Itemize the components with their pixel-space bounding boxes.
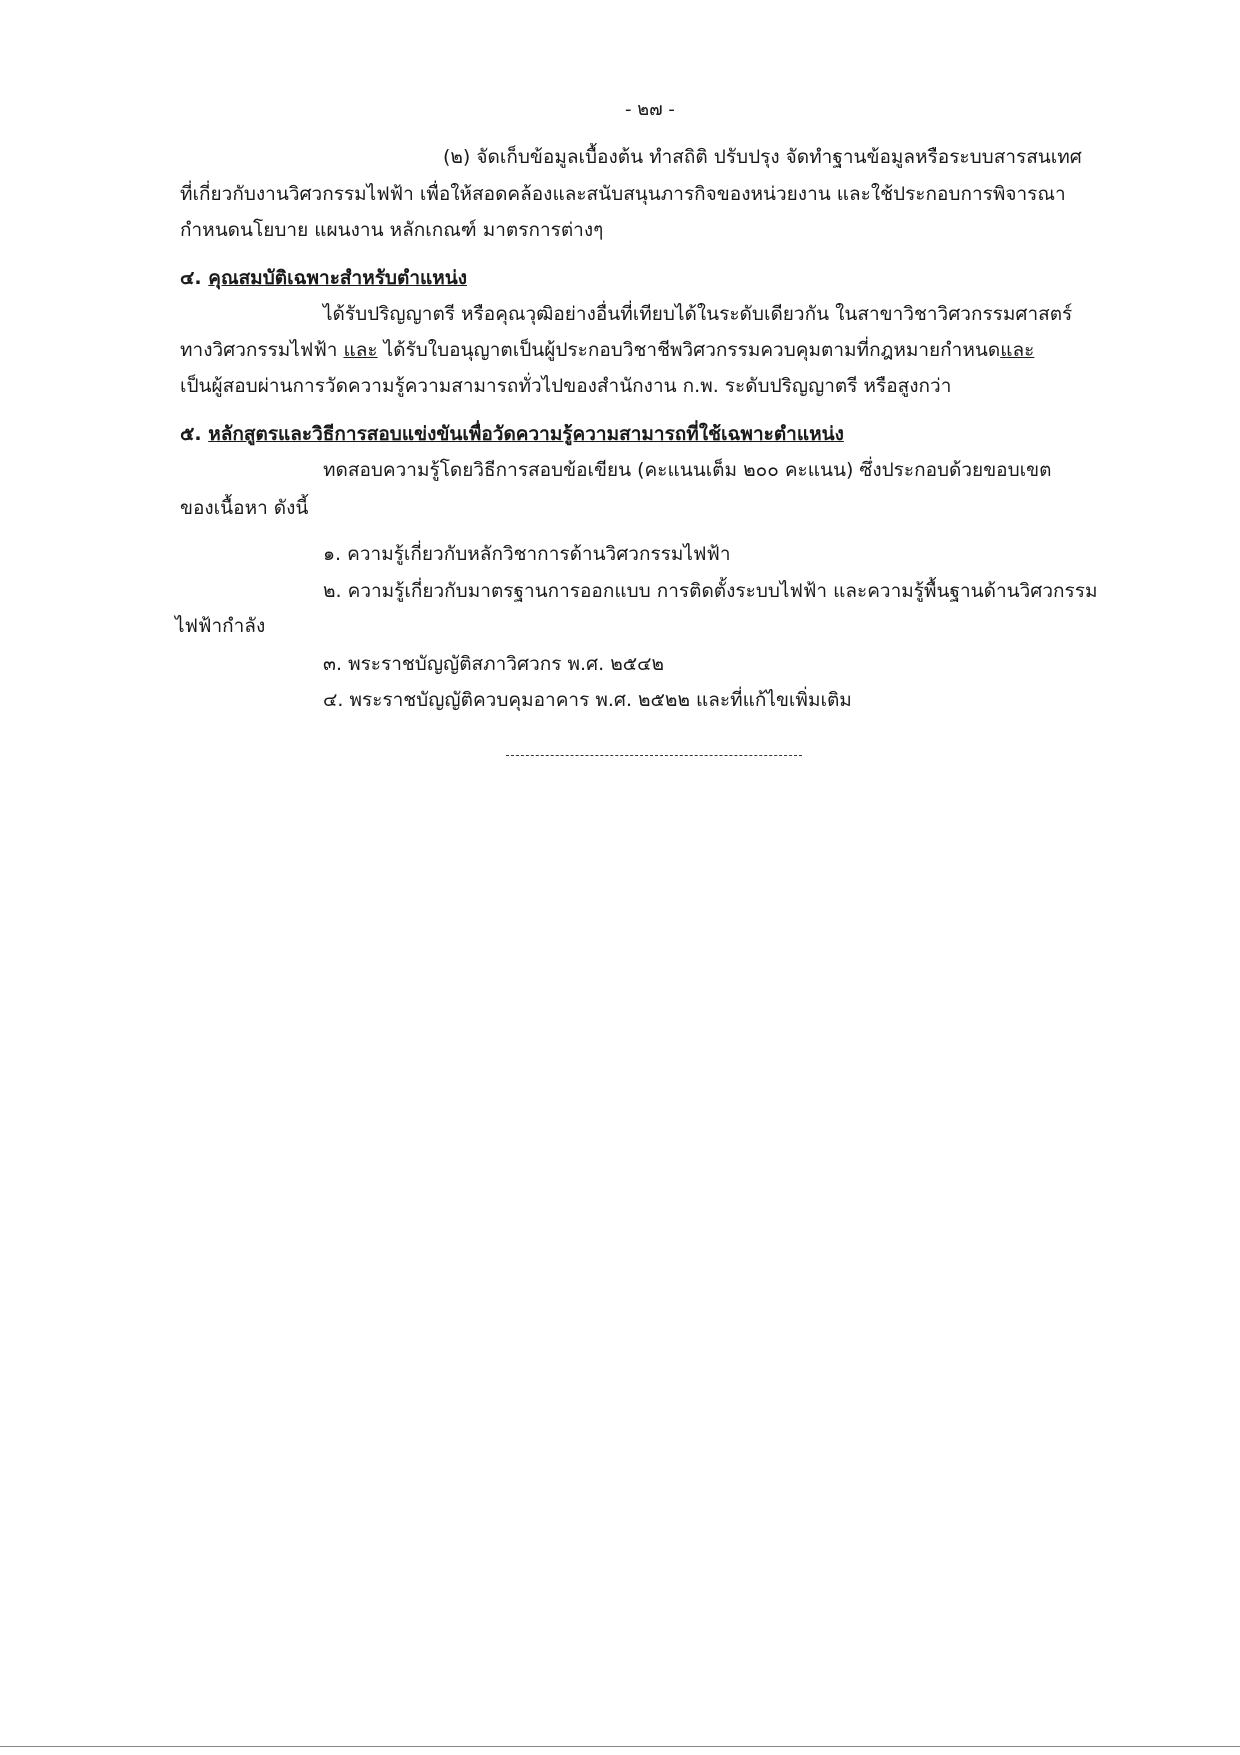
- paragraph-2-line-3: กำหนดนโยบาย แผนงาน หลักเกณฑ์ มาตรการต่างๆ: [180, 219, 604, 241]
- section-5-line-1: ทดสอบความรู้โดยวิธีการสอบข้อเขียน (คะแนนเต็ม ๒๐๐ คะแนน) ซึ่งประกอบด้วยขอบเขต: [323, 459, 1052, 481]
- section-4-line-2: [180, 336, 1034, 364]
- section-4-number: ๔.: [180, 267, 202, 289]
- paragraph-2-line-1: (๒) จัดเก็บข้อมูลเบื้องต้น ทำสถิติ ปรับปรุง จัดทำฐานข้อมูลหรือระบบสารสนเทศ: [443, 146, 1082, 168]
- section-4-line-2-part-b: ได้รับใบอนุญาตเป็นผู้ประกอบวิชาชีพวิศวกรรมควบคุมตามที่กฎหมายกำหนด: [377, 339, 1001, 361]
- scan-bottom-edge: [0, 1746, 1240, 1747]
- paragraph-2-line-2: ที่เกี่ยวกับงานวิศวกรรมไฟฟ้า เพื่อให้สอดคล้องและสนับสนุนภารกิจของหน่วยงาน และใช้ประกอบการพิจารณา: [180, 183, 1066, 205]
- section-4-line-2-part-a: ทางวิศวกรรมไฟฟ้า: [180, 339, 344, 361]
- section-4-heading: [180, 264, 467, 292]
- section-4-title: คุณสมบัติเฉพาะสำหรับตำแหน่ง: [208, 267, 468, 289]
- section-5-line-2: ของเนื้อหา ดังนี้: [180, 497, 309, 519]
- list-item-3: ๓. พระราชบัญญัติสภาวิศวกร พ.ศ. ๒๕๔๒: [323, 653, 664, 675]
- end-divider: [506, 755, 802, 756]
- section-5-number: ๕.: [180, 423, 202, 445]
- list-item-1: ๑. ความรู้เกี่ยวกับหลักวิชาการด้านวิศวกรรมไฟฟ้า: [323, 543, 731, 565]
- section-5-title: หลักสูตรและวิธีการสอบแข่งขันเพื่อวัดความรู้ความสามารถที่ใช้เฉพาะตำแหน่ง: [208, 423, 844, 445]
- list-item-2: ๒. ความรู้เกี่ยวกับมาตรฐานการออกแบบ การติดตั้งระบบไฟฟ้า และความรู้พื้นฐานด้านวิศวกรรม: [323, 580, 1098, 602]
- list-item-4: ๔. พระราชบัญญัติควบคุมอาคาร พ.ศ. ๒๕๒๒ และที่แก้ไขเพิ่มเติม: [323, 689, 852, 711]
- list-item-2-continuation: ไฟฟ้ากำลัง: [175, 615, 266, 637]
- section-4-and-1: และ: [343, 339, 378, 361]
- section-5-heading: [180, 420, 844, 448]
- section-4-line-3: เป็นผู้สอบผ่านการวัดความรู้ความสามารถทั่วไปของสำนักงาน ก.พ. ระดับปริญญาตรี หรือสูงกว่า: [180, 375, 952, 397]
- page-number: - ๒๗ -: [625, 99, 675, 120]
- section-4-and-2: และ: [1000, 339, 1035, 361]
- section-4-line-1: ได้รับปริญญาตรี หรือคุณวุฒิอย่างอื่นที่เทียบได้ในระดับเดียวกัน ในสาขาวิชาวิศวกรรมศาสตร์: [323, 303, 1073, 325]
